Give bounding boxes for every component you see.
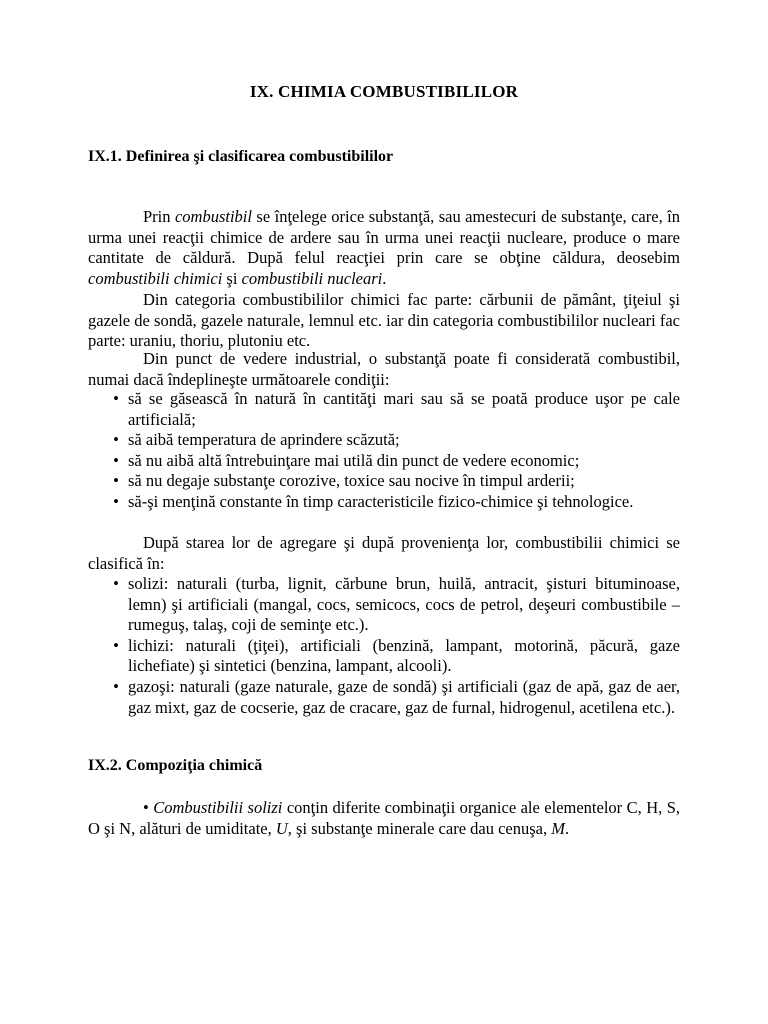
text-run: . (382, 268, 387, 288)
class-item (108, 636, 680, 677)
bullet-icon: • (113, 389, 119, 408)
condition-item (108, 389, 680, 430)
condition-item (108, 471, 680, 492)
text-run: , şi substanţe minerale care dau cenuşa, (287, 818, 552, 838)
condition-item-text: să se găsească în natură în cantităţi mari sau să se poată produce uşor pe cale artificială; (128, 389, 680, 429)
symbol-m: M (551, 818, 565, 838)
condition-item-text: să nu degaje substanţe corozive, toxice sau nocive în timpul arderii; (128, 471, 575, 491)
condition-item (108, 451, 680, 472)
classification-list (108, 574, 680, 718)
bullet-icon: • (113, 430, 119, 450)
text-run: se înţelege orice substanţă, sau amestecuri de substanţe, care, în urma unei reacţii chimice de ardere sau în urma unei reacţii nucleare, produce o mare cantitate de căldură. După felul reacţiei prin care se obţine căldura, deosebim (88, 207, 680, 268)
class-item-text: lichizi: naturali (ţiţei), artificiali (benzină, lampant, motorină, păcură, gaze lichefiate) şi sintetici (benzina, lampant, alcooli). (128, 635, 680, 676)
bullet-icon: • (113, 676, 119, 696)
text-run: . (564, 818, 570, 838)
text-run: şi (222, 268, 242, 288)
term-combustibil: combustibil (174, 207, 252, 226)
bullet-icon: • (113, 450, 119, 470)
term-chemical-fuels: combustibili chimici (88, 268, 223, 288)
bullet-icon: • (113, 635, 119, 655)
paragraph-conditions-intro: Din punct de vedere industrial, o substanţă poate fi considerată combustibil, numai dacă îndeplineşte următoarele condiţii: (88, 349, 680, 389)
symbol-u: U (275, 818, 288, 838)
class-item (108, 574, 680, 636)
term-solid-fuels: Combustibilii solizi (153, 798, 283, 817)
condition-item-text: să aibă temperatura de aprindere scăzută; (128, 430, 400, 450)
bullet-icon: • (113, 471, 119, 491)
paragraph-composition (88, 798, 680, 839)
condition-item (108, 492, 680, 513)
condition-item-text: să nu aibă altă întrebuinţare mai utilă din punct de vedere economic; (128, 450, 580, 470)
class-item (108, 677, 680, 718)
bullet-icon: • (113, 491, 119, 511)
section-heading-1: IX.1. Definirea şi clasificarea combustibililor (88, 148, 394, 165)
text-run: conţin diferite combinaţii organice ale elementelor C, H, S, O şi N, alături de umiditate, (88, 798, 680, 838)
condition-item-text: să-şi menţină constante în timp caracteristicile fizico-chimice şi tehnologice. (128, 491, 634, 511)
class-item-text: solizi: naturali (turba, lignit, cărbune brun, huilă, antracit, şisturi bituminoase, lemn) şi artificiali (mangal, cocs, semicocs, cocs de petrol, deşeuri combustibile – rumeguş, talaş, coji de seminţe etc.). (128, 574, 680, 635)
chapter-title: IX. CHIMIA COMBUSTIBILILOR (249, 82, 519, 101)
paragraph-definition (88, 207, 680, 289)
bullet-icon: • (143, 798, 149, 817)
condition-item (108, 430, 680, 451)
term-nuclear-fuels: combustibili nucleari (241, 268, 383, 288)
bullet-icon: • (113, 574, 119, 593)
paragraph-classification-intro: După starea lor de agregare şi după provenienţa lor, combustibilii chimici se clasifică în: (88, 533, 680, 573)
section-heading-2: IX.2. Compoziţia chimică (88, 757, 263, 774)
conditions-list (108, 389, 680, 513)
paragraph-categories: Din categoria combustibililor chimici fac parte: cărbunii de pământ, ţiţeiul şi gazele de sondă, gazele naturale, lemnul etc. iar din categoria combustibililor nucleari fac parte: uraniu, thoriu, plutoniu etc. (88, 290, 680, 351)
class-item-text: gazoşi: naturali (gaze naturale, gaze de sondă) şi artificiali (gaz de apă, gaz de aer, gaz mixt, gaz de cocserie, gaz de cracare, gaz de furnal, hidrogenul, acetilena etc.). (128, 676, 680, 717)
text-run: Prin (143, 207, 175, 226)
